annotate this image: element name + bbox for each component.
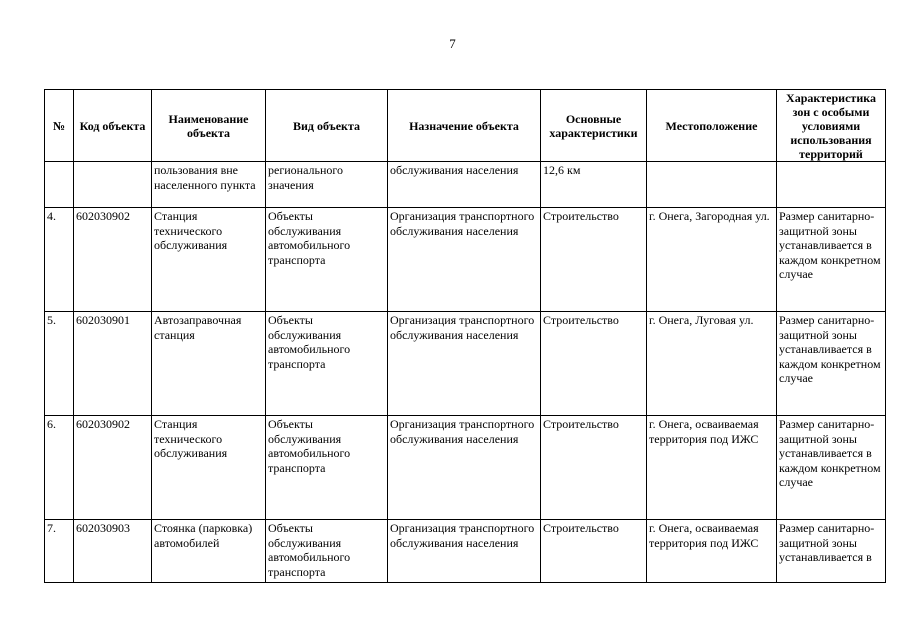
- cell-object-code: 602030901: [74, 312, 152, 416]
- cell-number: 7.: [45, 520, 74, 583]
- cell-object-code: 602030903: [74, 520, 152, 583]
- cell-main-characteristics: 12,6 км: [541, 162, 647, 208]
- cell-object-name: Стоянка (парковка) автомобилей: [152, 520, 266, 583]
- header-object-name: Наименование объекта: [152, 90, 266, 162]
- cell-object-name: Автозаправочная станция: [152, 312, 266, 416]
- cell-location: г. Онега, Загородная ул.: [647, 208, 777, 312]
- table-header-row: [45, 90, 886, 162]
- cell-object-name: Станция технического обслуживания: [152, 416, 266, 520]
- cell-object-code: [74, 162, 152, 208]
- table-row: [45, 416, 886, 520]
- cell-main-characteristics: Строительство: [541, 416, 647, 520]
- cell-object-purpose: Организация транспортного обслуживания населения: [388, 416, 541, 520]
- cell-main-characteristics: Строительство: [541, 312, 647, 416]
- cell-object-code: 602030902: [74, 208, 152, 312]
- cell-location: [647, 162, 777, 208]
- cell-zone-characteristics: Размер санитарно-защитной зоны устанавливается в каждом конкретном случае: [777, 312, 886, 416]
- cell-object-name: Станция технического обслуживания: [152, 208, 266, 312]
- cell-location: г. Онега, осваиваемая территория под ИЖС: [647, 520, 777, 583]
- cell-object-purpose: Организация транспортного обслуживания населения: [388, 312, 541, 416]
- header-object-code: Код объекта: [74, 90, 152, 162]
- cell-zone-characteristics: [777, 162, 886, 208]
- header-number: №: [45, 90, 74, 162]
- cell-object-kind: регионального значения: [266, 162, 388, 208]
- page-number: 7: [449, 36, 456, 51]
- table-row: [45, 162, 886, 208]
- table-row: [45, 520, 886, 583]
- header-location: Местоположение: [647, 90, 777, 162]
- header-object-purpose: Назначение объекта: [388, 90, 541, 162]
- cell-object-kind: Объекты обслуживания автомобильного транспорта: [266, 208, 388, 312]
- cell-location: г. Онега, Луговая ул.: [647, 312, 777, 416]
- cell-zone-characteristics: Размер санитарно-защитной зоны устанавливается в каждом конкретном случае: [777, 208, 886, 312]
- cell-object-purpose: Организация транспортного обслуживания населения: [388, 208, 541, 312]
- table-row: [45, 312, 886, 416]
- cell-object-name: пользования вне населенного пункта: [152, 162, 266, 208]
- cell-object-code: 602030902: [74, 416, 152, 520]
- header-object-kind: Вид объекта: [266, 90, 388, 162]
- header-main-characteristics: Основные характеристики: [541, 90, 647, 162]
- cell-object-kind: Объекты обслуживания автомобильного транспорта: [266, 312, 388, 416]
- cell-number: [45, 162, 74, 208]
- header-zone-characteristics: Характеристика зон с особыми условиями использования территорий: [777, 90, 886, 162]
- cell-object-kind: Объекты обслуживания автомобильного транспорта: [266, 520, 388, 583]
- cell-object-purpose: обслуживания населения: [388, 162, 541, 208]
- cell-zone-characteristics: Размер санитарно-защитной зоны устанавливается в: [777, 520, 886, 583]
- cell-main-characteristics: Строительство: [541, 520, 647, 583]
- cell-main-characteristics: Строительство: [541, 208, 647, 312]
- objects-table: [44, 89, 886, 583]
- cell-number: 4.: [45, 208, 74, 312]
- cell-number: 5.: [45, 312, 74, 416]
- cell-object-kind: Объекты обслуживания автомобильного транспорта: [266, 416, 388, 520]
- table-row: [45, 208, 886, 312]
- cell-number: 6.: [45, 416, 74, 520]
- cell-object-purpose: Организация транспортного обслуживания населения: [388, 520, 541, 583]
- cell-zone-characteristics: Размер санитарно-защитной зоны устанавливается в каждом конкретном случае: [777, 416, 886, 520]
- cell-location: г. Онега, осваиваемая территория под ИЖС: [647, 416, 777, 520]
